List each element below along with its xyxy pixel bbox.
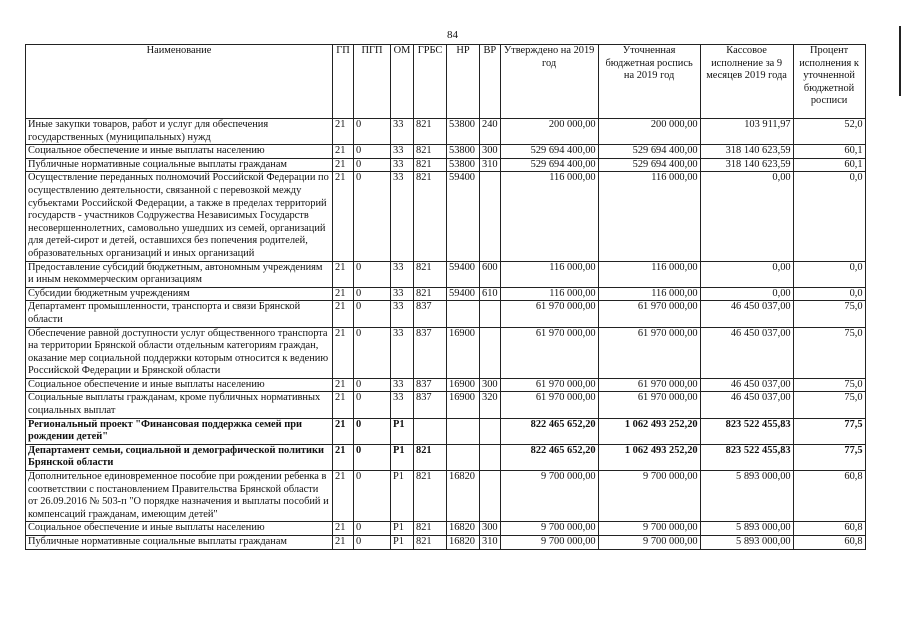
- cell-cash: 0,00: [700, 172, 793, 261]
- cell-cash: 823 522 455,83: [700, 418, 793, 444]
- cell-gp: 21: [333, 119, 354, 145]
- cell-refined: 61 970 000,00: [598, 327, 700, 378]
- budget-table: [25, 44, 866, 550]
- cell-grbs: 821: [414, 471, 447, 522]
- cell-approved: 61 970 000,00: [500, 327, 598, 378]
- cell-name: Социальное обеспечение и иные выплаты населению: [26, 522, 333, 536]
- cell-refined: 200 000,00: [598, 119, 700, 145]
- column-header-name: Наименование: [26, 45, 333, 119]
- cell-om: 33: [391, 327, 414, 378]
- cell-cash: 46 450 037,00: [700, 327, 793, 378]
- cell-percent: 77,5: [793, 418, 865, 444]
- cell-om: P1: [391, 471, 414, 522]
- table-row: [26, 119, 866, 145]
- cell-np: 59400: [447, 172, 480, 261]
- cell-grbs: 821: [414, 119, 447, 145]
- cell-om: P1: [391, 536, 414, 550]
- cell-vr: 310: [480, 158, 501, 172]
- cell-approved: 200 000,00: [500, 119, 598, 145]
- cell-np: 53800: [447, 158, 480, 172]
- cell-vr: 600: [480, 261, 501, 287]
- table-row: [26, 378, 866, 392]
- cell-cash: 5 893 000,00: [700, 471, 793, 522]
- cell-percent: 60,8: [793, 536, 865, 550]
- column-header-vr: ВР: [480, 45, 501, 119]
- column-header-refined: Уточненная бюджетная роспись на 2019 год: [598, 45, 700, 119]
- cell-percent: 60,8: [793, 522, 865, 536]
- cell-refined: 116 000,00: [598, 287, 700, 301]
- cell-refined: 529 694 400,00: [598, 158, 700, 172]
- cell-approved: 822 465 652,20: [500, 444, 598, 470]
- cell-percent: 75,0: [793, 378, 865, 392]
- cell-vr: 300: [480, 378, 501, 392]
- cell-approved: 822 465 652,20: [500, 418, 598, 444]
- cell-gp: 21: [333, 327, 354, 378]
- cell-np: 16820: [447, 471, 480, 522]
- cell-cash: 103 911,97: [700, 119, 793, 145]
- table-row: [26, 444, 866, 470]
- cell-pgp: 0: [354, 444, 391, 470]
- cell-approved: 9 700 000,00: [500, 471, 598, 522]
- cell-percent: 52,0: [793, 119, 865, 145]
- cell-cash: 5 893 000,00: [700, 536, 793, 550]
- cell-np: 59400: [447, 261, 480, 287]
- cell-refined: 9 700 000,00: [598, 536, 700, 550]
- cell-grbs: 821: [414, 522, 447, 536]
- cell-pgp: 0: [354, 119, 391, 145]
- cell-vr: [480, 172, 501, 261]
- cell-vr: [480, 301, 501, 327]
- cell-gp: 21: [333, 418, 354, 444]
- cell-percent: 60,8: [793, 471, 865, 522]
- cell-np: 53800: [447, 119, 480, 145]
- cell-cash: 823 522 455,83: [700, 444, 793, 470]
- column-header-np: НР: [447, 45, 480, 119]
- table-row: [26, 471, 866, 522]
- cell-pgp: 0: [354, 378, 391, 392]
- cell-vr: [480, 444, 501, 470]
- cell-approved: 9 700 000,00: [500, 536, 598, 550]
- cell-pgp: 0: [354, 536, 391, 550]
- cell-pgp: 0: [354, 522, 391, 536]
- cell-vr: 300: [480, 522, 501, 536]
- cell-refined: 61 970 000,00: [598, 301, 700, 327]
- cell-om: 33: [391, 172, 414, 261]
- cell-percent: 60,1: [793, 145, 865, 159]
- cell-vr: [480, 327, 501, 378]
- cell-cash: 5 893 000,00: [700, 522, 793, 536]
- cell-approved: 9 700 000,00: [500, 522, 598, 536]
- cell-name: Обеспечение равной доступности услуг общественного транспорта на территории Брянской области отдельным категориям граждан, оказание мер социальной поддержки которым относится к ведению Российской Федерации и Брянской области: [26, 327, 333, 378]
- cell-gp: 21: [333, 444, 354, 470]
- cell-pgp: 0: [354, 418, 391, 444]
- table-row: [26, 172, 866, 261]
- cell-cash: 46 450 037,00: [700, 301, 793, 327]
- cell-np: [447, 444, 480, 470]
- cell-om: 33: [391, 301, 414, 327]
- cell-name: Департамент семьи, социальной и демографической политики Брянской области: [26, 444, 333, 470]
- cell-name: Осуществление переданных полномочий Российской Федерации по осуществлению деятельности, связанной с перевозкой между субъектами Российской Федерации, а также в пределах территорий государств - участников Содружества Независимых Государств несовершеннолетних, самовольно ушедших из семей, организаций для детей-сирот и детей, оставшихся без попечения родителей, образовательных организаций и иных организаций: [26, 172, 333, 261]
- cell-gp: 21: [333, 261, 354, 287]
- cell-approved: 61 970 000,00: [500, 392, 598, 418]
- cell-np: 16820: [447, 522, 480, 536]
- table-row: [26, 287, 866, 301]
- cell-pgp: 0: [354, 172, 391, 261]
- table-row: [26, 158, 866, 172]
- cell-name: Иные закупки товаров, работ и услуг для обеспечения государственных (муниципальных) нужд: [26, 119, 333, 145]
- cell-grbs: 837: [414, 392, 447, 418]
- cell-gp: 21: [333, 172, 354, 261]
- table-row: [26, 327, 866, 378]
- cell-om: 33: [391, 261, 414, 287]
- table-row: [26, 418, 866, 444]
- cell-grbs: 821: [414, 158, 447, 172]
- cell-np: 16900: [447, 327, 480, 378]
- cell-refined: 9 700 000,00: [598, 522, 700, 536]
- cell-name: Социальное обеспечение и иные выплаты населению: [26, 145, 333, 159]
- cell-name: Департамент промышленности, транспорта и связи Брянской области: [26, 301, 333, 327]
- cell-name: Предоставление субсидий бюджетным, автономным учреждениям и иным некоммерческим организациям: [26, 261, 333, 287]
- cell-cash: 318 140 623,59: [700, 145, 793, 159]
- cell-cash: 46 450 037,00: [700, 378, 793, 392]
- cell-name: Дополнительное единовременное пособие при рождении ребенка в соответствии с постановлением Правительства Брянской области от 26.09.2016 № 503-п "О порядке назначения и выплаты пособий и компенсаций гражданам, имеющим детей": [26, 471, 333, 522]
- cell-vr: 610: [480, 287, 501, 301]
- table-row: [26, 261, 866, 287]
- cell-approved: 116 000,00: [500, 172, 598, 261]
- cell-om: P1: [391, 522, 414, 536]
- cell-om: P1: [391, 444, 414, 470]
- cell-pgp: 0: [354, 287, 391, 301]
- cell-np: 53800: [447, 145, 480, 159]
- cell-grbs: 837: [414, 301, 447, 327]
- cell-gp: 21: [333, 378, 354, 392]
- cell-gp: 21: [333, 287, 354, 301]
- cell-refined: 61 970 000,00: [598, 378, 700, 392]
- cell-name: Субсидии бюджетным учреждениям: [26, 287, 333, 301]
- table-row: [26, 536, 866, 550]
- table-header-row: [26, 45, 866, 119]
- table-body: [26, 119, 866, 550]
- cell-percent: 0,0: [793, 172, 865, 261]
- cell-percent: 75,0: [793, 392, 865, 418]
- cell-cash: 0,00: [700, 261, 793, 287]
- cell-vr: 310: [480, 536, 501, 550]
- cell-pgp: 0: [354, 261, 391, 287]
- cell-grbs: 837: [414, 378, 447, 392]
- column-header-percent: Процент исполнения к уточненной бюджетной росписи: [793, 45, 865, 119]
- cell-refined: 529 694 400,00: [598, 145, 700, 159]
- cell-om: 33: [391, 119, 414, 145]
- cell-np: [447, 301, 480, 327]
- column-header-grbs: ГРБС: [414, 45, 447, 119]
- page-number: 84: [447, 29, 458, 41]
- cell-vr: [480, 471, 501, 522]
- cell-pgp: 0: [354, 158, 391, 172]
- cell-gp: 21: [333, 522, 354, 536]
- cell-om: P1: [391, 418, 414, 444]
- cell-refined: 116 000,00: [598, 172, 700, 261]
- cell-percent: 77,5: [793, 444, 865, 470]
- cell-pgp: 0: [354, 301, 391, 327]
- cell-gp: 21: [333, 301, 354, 327]
- cell-name: Социальные выплаты гражданам, кроме публичных нормативных социальных выплат: [26, 392, 333, 418]
- cell-approved: 61 970 000,00: [500, 301, 598, 327]
- cell-cash: 318 140 623,59: [700, 158, 793, 172]
- table-row: [26, 392, 866, 418]
- cell-om: 33: [391, 287, 414, 301]
- cell-gp: 21: [333, 145, 354, 159]
- cell-om: 33: [391, 378, 414, 392]
- cell-vr: 320: [480, 392, 501, 418]
- cell-grbs: 821: [414, 536, 447, 550]
- cell-grbs: 821: [414, 145, 447, 159]
- cell-name: Публичные нормативные социальные выплаты гражданам: [26, 536, 333, 550]
- cell-approved: 61 970 000,00: [500, 378, 598, 392]
- cell-om: 33: [391, 158, 414, 172]
- table-row: [26, 301, 866, 327]
- cell-np: 16820: [447, 536, 480, 550]
- cell-gp: 21: [333, 392, 354, 418]
- cell-pgp: 0: [354, 471, 391, 522]
- cell-grbs: 821: [414, 287, 447, 301]
- page-edge-line: [899, 26, 901, 96]
- cell-pgp: 0: [354, 327, 391, 378]
- cell-np: 59400: [447, 287, 480, 301]
- cell-vr: [480, 418, 501, 444]
- table-row: [26, 522, 866, 536]
- cell-name: Региональный проект "Финансовая поддержка семей при рождении детей": [26, 418, 333, 444]
- cell-vr: 240: [480, 119, 501, 145]
- column-header-approved: Утверждено на 2019 год: [500, 45, 598, 119]
- cell-pgp: 0: [354, 145, 391, 159]
- cell-vr: 300: [480, 145, 501, 159]
- cell-name: Социальное обеспечение и иные выплаты населению: [26, 378, 333, 392]
- cell-percent: 60,1: [793, 158, 865, 172]
- cell-cash: 46 450 037,00: [700, 392, 793, 418]
- cell-approved: 116 000,00: [500, 261, 598, 287]
- cell-grbs: 821: [414, 172, 447, 261]
- cell-cash: 0,00: [700, 287, 793, 301]
- cell-grbs: [414, 418, 447, 444]
- cell-name: Публичные нормативные социальные выплаты гражданам: [26, 158, 333, 172]
- cell-refined: 1 062 493 252,20: [598, 444, 700, 470]
- cell-grbs: 837: [414, 327, 447, 378]
- cell-approved: 116 000,00: [500, 287, 598, 301]
- cell-refined: 116 000,00: [598, 261, 700, 287]
- column-header-pgp: ПГП: [354, 45, 391, 119]
- cell-grbs: 821: [414, 444, 447, 470]
- cell-refined: 61 970 000,00: [598, 392, 700, 418]
- cell-om: 33: [391, 392, 414, 418]
- cell-pgp: 0: [354, 392, 391, 418]
- cell-percent: 75,0: [793, 301, 865, 327]
- column-header-gp: ГП: [333, 45, 354, 119]
- cell-grbs: 821: [414, 261, 447, 287]
- cell-gp: 21: [333, 158, 354, 172]
- cell-percent: 75,0: [793, 327, 865, 378]
- cell-approved: 529 694 400,00: [500, 158, 598, 172]
- column-header-cash: Кассовое исполнение за 9 месяцев 2019 года: [700, 45, 793, 119]
- cell-refined: 9 700 000,00: [598, 471, 700, 522]
- cell-np: 16900: [447, 378, 480, 392]
- cell-gp: 21: [333, 536, 354, 550]
- table-row: [26, 145, 866, 159]
- cell-gp: 21: [333, 471, 354, 522]
- cell-percent: 0,0: [793, 287, 865, 301]
- cell-np: [447, 418, 480, 444]
- column-header-om: ОМ: [391, 45, 414, 119]
- cell-refined: 1 062 493 252,20: [598, 418, 700, 444]
- cell-np: 16900: [447, 392, 480, 418]
- cell-om: 33: [391, 145, 414, 159]
- cell-approved: 529 694 400,00: [500, 145, 598, 159]
- cell-percent: 0,0: [793, 261, 865, 287]
